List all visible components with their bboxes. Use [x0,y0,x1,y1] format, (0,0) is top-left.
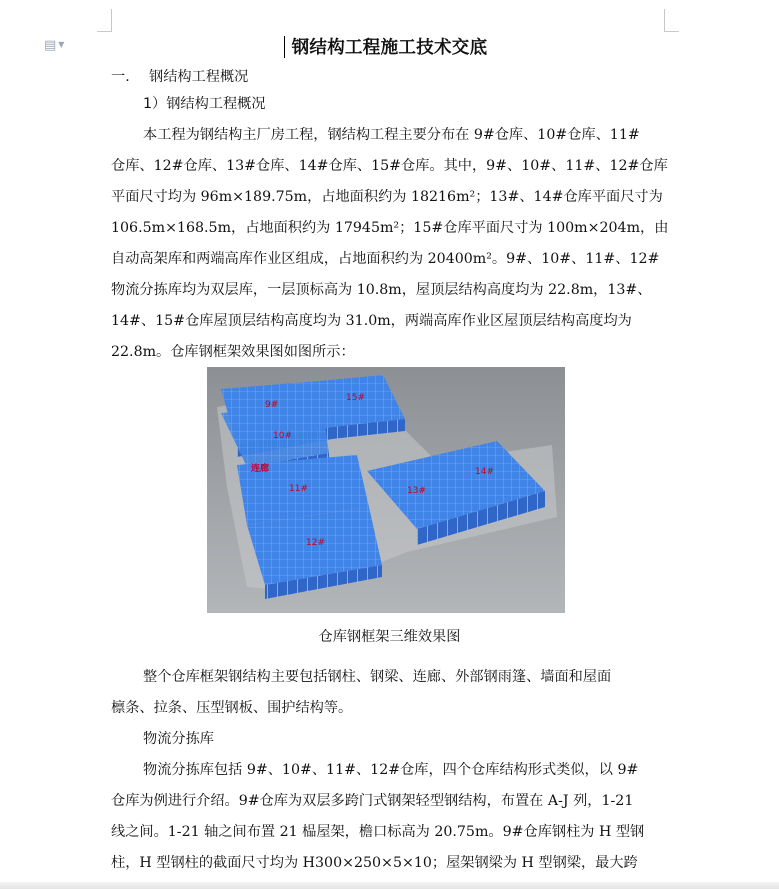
section-heading: 一. 钢结构工程概况 [111,69,249,85]
label-13: 13# [407,486,426,496]
document-title: 钢结构工程施工技术交底 [291,38,488,58]
page-corner-top-right [664,9,679,32]
paragraph-line: 14#、15#仓库屋顶层结构高度均为 31.0m，两端高库作业区屋顶层结构高度均为 [111,313,632,329]
label-corridor: 连廊 [251,464,270,474]
label-12: 12# [306,538,325,548]
paragraph-line: 仓库、12#仓库、13#仓库、14#仓库、15#仓库。其中，9#、10#、11#、12#仓库 [111,158,668,174]
paragraph-line: 整个仓库框架钢结构主要包括钢柱、钢梁、连廊、外部钢雨篷、墙面和屋面 [143,669,612,685]
label-10: 10# [273,431,292,441]
subsection-heading: 1）钢结构工程概况 [143,96,266,112]
label-9: 9# [265,400,279,410]
text-cursor [284,36,285,58]
paragraph-line: 物流分拣库均为双层库，一层顶标高为 10.8m，屋顶层结构高度均为 22.8m，13#、 [111,282,652,298]
paragraph-line: 檩条、拉条、压型钢板、围护结构等。 [111,700,353,716]
label-14: 14# [475,467,494,477]
document-icon[interactable]: ▤ ▼ [44,38,65,53]
paragraph-line: 仓库为例进行介绍。9#仓库为双层多跨门式钢架轻型钢结构，布置在 A-J 列，1-21 [111,793,634,809]
paragraph-line: 平面尺寸均为 96m×189.75m，占地面积约为 18216m²；13#、14#仓库平面尺寸为 [111,189,663,205]
paragraph-line: 物流分拣库包括 9#、10#、11#、12#仓库，四个仓库结构形式类似，以 9# [143,762,639,778]
subheading-sorting: 物流分拣库 [143,731,214,747]
paragraph-line: 106.5m×168.5m，占地面积约为 17945m²；15#仓库平面尺寸为 100m×204m，由 [111,220,669,236]
paragraph-line: 22.8m。仓库钢框架效果图如图所示： [111,344,355,360]
paragraph-line: 本工程为钢结构主厂房工程，钢结构工程主要分布在 9#仓库、10#仓库、11# [143,127,640,143]
paragraph-line: 线之间。1-21 轴之间布置 21 榀屋架，檐口标高为 20.75m。9#仓库钢柱为 H 型钢 [111,824,645,840]
page-corner-top-left [97,9,112,32]
label-11: 11# [289,484,308,494]
label-15: 15# [346,393,365,403]
paragraph-line: 自动高架库和两端高库作业区组成，占地面积约为 20400m²。9#、10#、11#、12# [111,251,660,267]
page-bottom-edge [0,882,779,889]
figure-caption: 仓库钢框架三维效果图 [318,629,461,645]
paragraph-line: 柱，H 型钢柱的截面尺寸均为 H300×250×5×10；屋架钢梁为 H 型钢梁，最大跨 [111,855,638,871]
warehouse-3d-render [207,367,565,613]
